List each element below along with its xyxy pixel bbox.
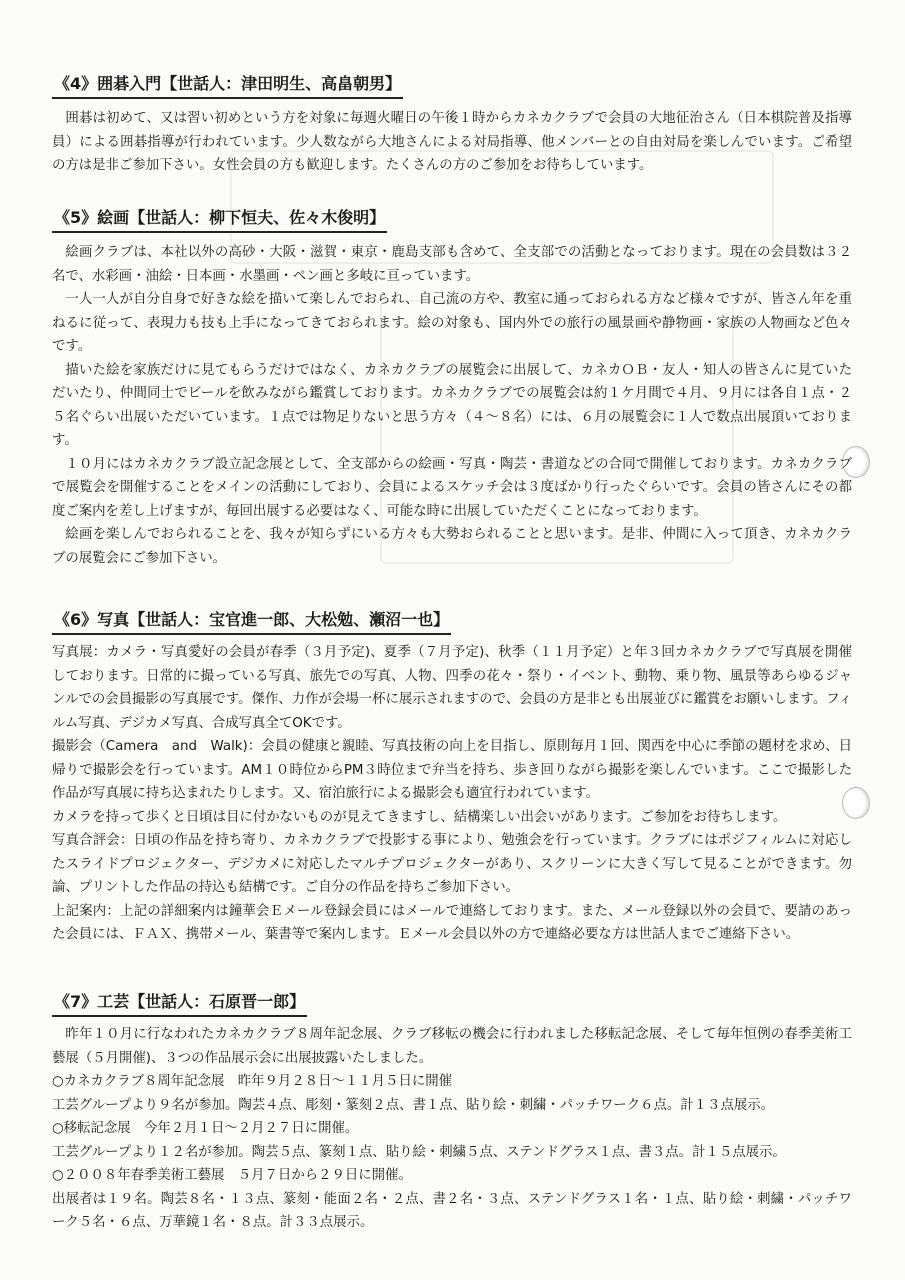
crafts-event-1-detail: 工芸グループより９名が参加。陶芸４点、彫刻・篆刻２点、書１点、貼り絵・刺繍・パッチワーク６点。計１３点展示。 xyxy=(52,1097,775,1113)
photo-walk-paragraph: 撮影会（Camera and Walk)：会員の健康と親睦、写真技術の向上を目指し、原則毎月１回、関西を中心に季節の題材を求め、日帰りで撮影会を行っています。AM１０時位からPM３時位まで弁当を持ち、歩き回りながら撮影を楽しんでいます。ここで撮影した作品が写真展に持ち込まれたりします。又、宿泊旅行による撮影会も適宜行われています。 xyxy=(52,739,852,801)
section-crafts xyxy=(52,990,852,1235)
photo-exhibition-paragraph: 写真展：カメラ・写真愛好の会員が春季（３月予定)、夏季（７月予定)、秋季（１１月予定）と年３回カネカクラブで写真展を開催しております。日常的に撮っている写真、旅先での写真、人物、四季の花々・祭り・イベント、動物、乗り物、風景等あらゆるジャンルでの会員撮影の写真展です。傑作、力作が会場一杯に展示されますので、会員の方是非とも出展並びに鑑賞をお願いします。フィルム写真、デジカメ写真、合成写真全てOKです。 xyxy=(52,645,852,731)
section-heading-go: 《4》囲碁入門【世話人：津田明生、高畠朝男】 xyxy=(52,72,403,99)
section-go xyxy=(52,72,852,178)
crafts-event-3-title: ○２００８年春季美術工藝展 ５月７日から２９日に開催。 xyxy=(52,1168,412,1183)
section-heading-painting: 《5》絵画【世話人：柳下恒夫、佐々木俊明】 xyxy=(52,206,387,233)
crafts-event-1-title: ○カネカクラブ８周年記念展 昨年９月２８日～１１月５日に開催 xyxy=(52,1074,453,1089)
section-heading-photography: 《6》写真【世話人：宝官進一郎、大松勉、瀬沼一也】 xyxy=(52,608,451,635)
go-paragraph: 囲碁は初めて、又は習い初めという方を対象に毎週火曜日の午後１時からカネカクラブで会員の大地征治さん（日本棋院普及指導員）による囲碁指導が行われています。少人数ながら大地さんによる対局指導、他メンバーとの自由対局を楽しんでいます。ご希望の方は是非ご参加下さい。女性会員の方も歓迎します。たくさんの方のご参加をお待ちしています。 xyxy=(52,111,852,173)
crafts-event-3-detail: 出展者は１９名。陶芸８名・１３点、篆刻・能面２名・２点、書２名・３点、ステンドグラス１名・１点、貼り絵・刺繍・パッチワーク５名・６点、万華鏡１名・８点。計３３点展示。 xyxy=(52,1191,852,1230)
photo-contact-paragraph: 上記案内：上記の詳細案内は鐘華会Ｅメール登録会員にはメールで連絡しております。また、メール登録以外の会員で、要請のあった会員には、ＦＡＸ、携帯メール、葉書等で案内します。Ｅメール会員以外の方で連絡必要な方は世話人までご連絡下さい。 xyxy=(52,903,852,942)
crafts-intro-paragraph: 昨年１０月に行なわれたカネカクラブ８周年記念展、クラブ移転の機会に行われました移転記念展、そして毎年恒例の春季美術工藝展（５月開催)、３つの作品展示会に出展披露いたしました。 xyxy=(52,1027,852,1066)
section-photography xyxy=(52,608,852,947)
crafts-event-2-detail: 工芸グループより１２名が参加。陶芸５点、篆刻１点、貼り絵・刺繍５点、ステンドグラス１点、書３点。計１５点展示。 xyxy=(52,1144,786,1160)
photo-review-paragraph: 写真合評会：日頃の作品を持ち寄り、カネカクラブで投影する事により、勉強会を行っています。クラブにはポジフィルムに対応したスライドプロジェクター、デジカメに対応したマルチプロジェクターがあり、スクリーンに大きく写して見ることができます。勿論、プリントした作品の持込も結構です。ご自分の作品を持ちご参加下さい。 xyxy=(52,833,852,895)
crafts-event-2-title: ○移転記念展 今年２月１日～２月２７日に開催。 xyxy=(52,1121,359,1136)
painting-paragraph-4: １０月にはカネカクラブ設立記念展として、全支部からの絵画・写真・陶芸・書道などの合同で開催しております。カネカクラブで展覧会を開催することをメインの活動にしており、会員によるスケッチ会は３度ばかり行ったぐらいです。会員の皆さんにその都度ご案内を差し上げますが、毎回出展する必要はなく、可能な時に出展していただくことになっております。 xyxy=(52,456,852,519)
section-painting xyxy=(52,206,852,570)
photo-walk-note: カメラを持って歩くと日頃は目に付かないものが見えてきますし、結構楽しい出会いがあります。ご参加をお待ちします。 xyxy=(52,809,787,825)
painting-paragraph-3: 描いた絵を家族だけに見てもらうだけではなく、カネカクラブの展覧会に出展して、カネカＯＢ・友人・知人の皆さんに見ていただいたり、仲間同士でビールを飲みながら鑑賞しております。カネカクラブでの展覧会は約１ケ月間で４月、９月には各自１点・２５名ぐらい出展いただいています。１点では物足りないと思う方々（４～８名）には、６月の展覧会に１人で数点出展頂いております。 xyxy=(52,362,852,448)
painting-paragraph-2: 一人一人が自分自身で好きな絵を描いて楽しんでおられ、自己流の方や、教室に通っておられる方など様々ですが、皆さん年を重ねるに従って、表現力も技も上手になってきておられます。絵の対象も、国内外での旅行の風景画や静物画・家族の人物画など色々です。 xyxy=(52,292,852,354)
painting-paragraph-5: 絵画を楽しんでおられることを、我々が知らずにいる方々も大勢おられることと思います。是非、仲間に入って頂き、カネカクラブの展覧会にご参加下さい。 xyxy=(52,527,852,566)
painting-paragraph-1: 絵画クラブは、本社以外の高砂・大阪・滋賀・東京・鹿島支部も含めて、全支部での活動となっております。現在の会員数は３２名で、水彩画・油絵・日本画・水墨画・ペン画と多岐に亘っています。 xyxy=(52,245,852,284)
section-heading-crafts: 《7》工芸【世話人：石原晋一郎】 xyxy=(52,990,307,1017)
